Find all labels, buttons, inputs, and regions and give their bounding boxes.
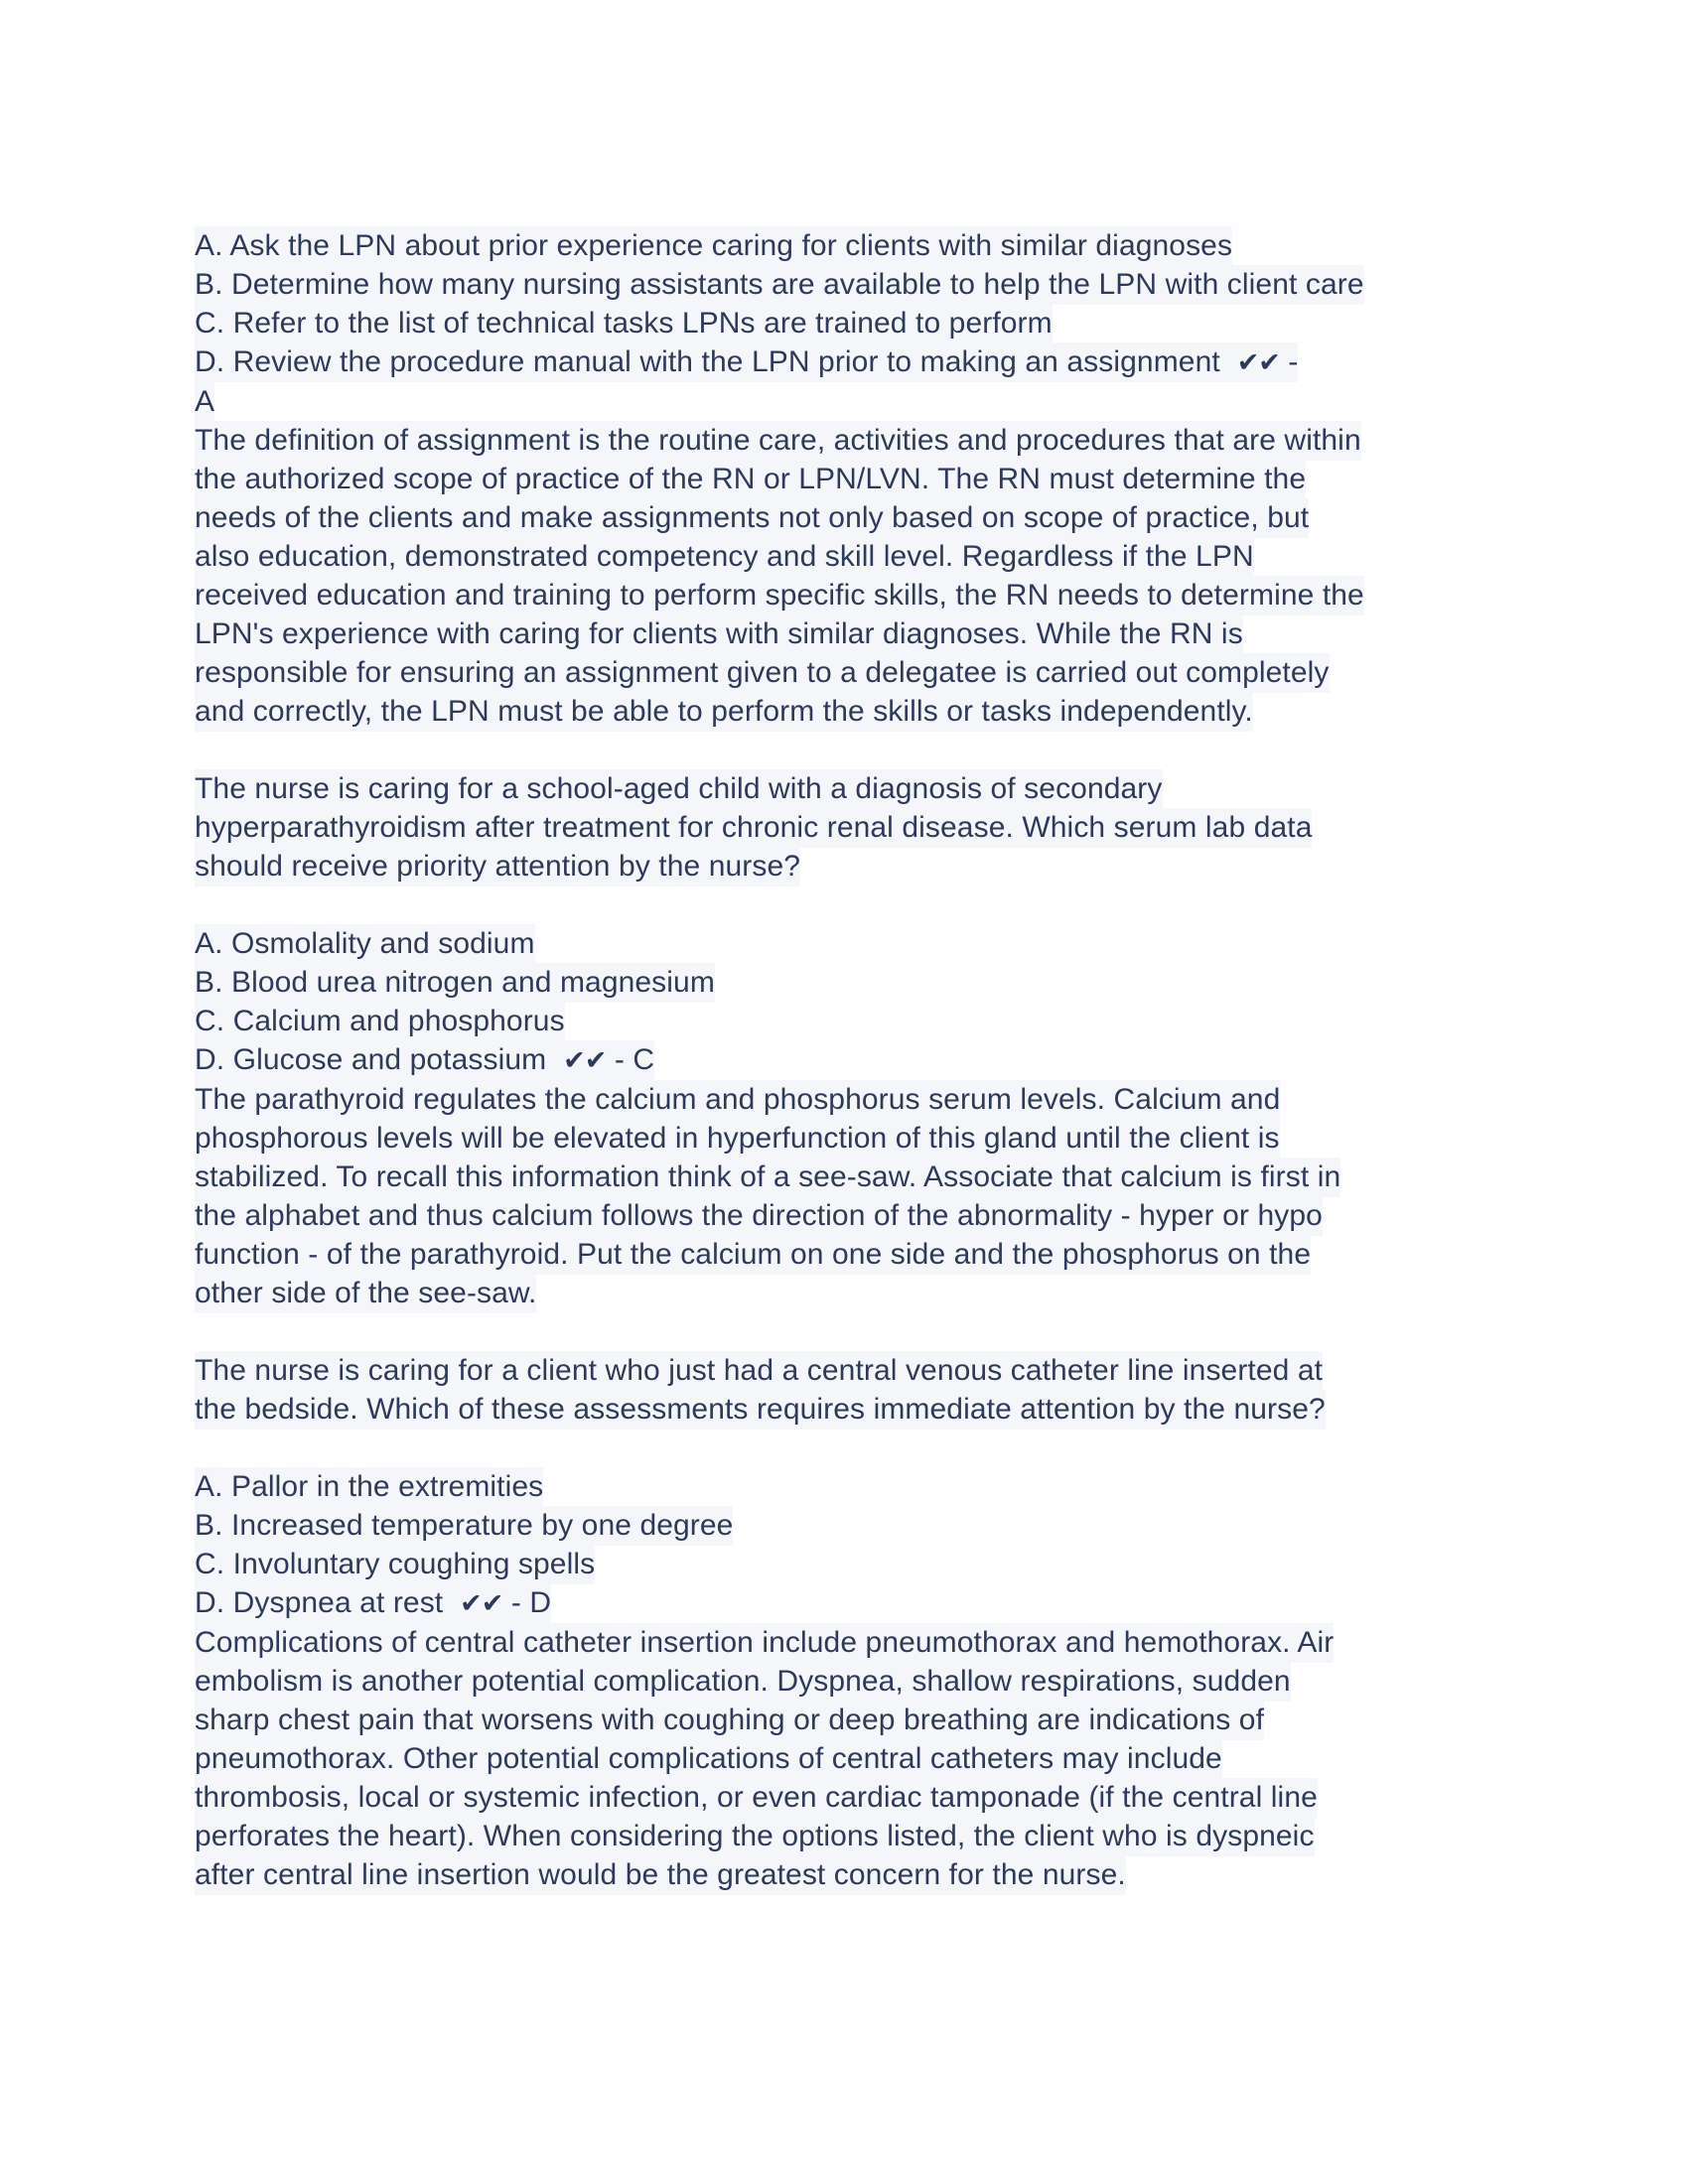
- answer-option-d-marked: [195, 342, 1485, 382]
- answer-options-q2: [195, 924, 1485, 1080]
- question-line: The nurse is caring for a school-aged child with a diagnosis of secondary: [195, 769, 1485, 808]
- rationale-line: received education and training to perform specific skills, the RN needs to determine the: [195, 576, 1485, 614]
- rationale-line: function - of the parathyroid. Put the calcium on one side and the phosphorus on the: [195, 1235, 1485, 1274]
- answer-option-a: A. Pallor in the extremities: [195, 1467, 1485, 1506]
- answer-option-d-text: D. Glucose and potassium: [195, 1043, 547, 1076]
- rationale-line: sharp chest pain that worsens with coughing or deep breathing are indications of: [195, 1701, 1485, 1739]
- rationale-line: thrombosis, local or systemic infection, or even cardiac tamponade (if the central line: [195, 1778, 1485, 1817]
- question-line: hyperparathyroidism after treatment for chronic renal disease. Which serum lab data: [195, 808, 1485, 847]
- rationale-line: LPN's experience with caring for clients with similar diagnoses. While the RN is: [195, 614, 1485, 653]
- rationale-q2: [195, 1080, 1485, 1312]
- answer-key-letter: A: [195, 382, 1485, 421]
- answer-option-a: A. Osmolality and sodium: [195, 924, 1485, 963]
- answer-option-b: B. Determine how many nursing assistants are available to help the LPN with client care: [195, 265, 1485, 304]
- double-check-icon: ✔✔: [563, 1045, 607, 1076]
- rationale-line: perforates the heart). When considering the options listed, the client who is dyspneic: [195, 1817, 1485, 1855]
- rationale-line: The definition of assignment is the routine care, activities and procedures that are within: [195, 421, 1485, 460]
- rationale-line: pneumothorax. Other potential complications of central catheters may include: [195, 1739, 1485, 1778]
- rationale-line: and correctly, the LPN must be able to perform the skills or tasks independently.: [195, 692, 1485, 731]
- rationale-line: other side of the see-saw.: [195, 1274, 1485, 1312]
- paragraph-spacer: [195, 1429, 1485, 1467]
- answer-option-a: A. Ask the LPN about prior experience caring for clients with similar diagnoses: [195, 226, 1485, 265]
- document-body: [195, 226, 1485, 1894]
- answer-option-d-text: D. Dyspnea at rest: [195, 1586, 444, 1619]
- answer-option-c: C. Involuntary coughing spells: [195, 1545, 1485, 1583]
- rationale-q3: [195, 1623, 1485, 1894]
- question-stem-q2: [195, 769, 1485, 886]
- rationale-line: the authorized scope of practice of the RN or LPN/LVN. The RN must determine the: [195, 460, 1485, 498]
- question-line: the bedside. Which of these assessments requires immediate attention by the nurse?: [195, 1390, 1485, 1429]
- rationale-line: also education, demonstrated competency and skill level. Regardless if the LPN: [195, 537, 1485, 576]
- rationale-line: embolism is another potential complication. Dyspnea, shallow respirations, sudden: [195, 1662, 1485, 1701]
- rationale-line: The parathyroid regulates the calcium and phosphorus serum levels. Calcium and: [195, 1080, 1485, 1119]
- answer-option-b: B. Blood urea nitrogen and magnesium: [195, 963, 1485, 1002]
- answer-option-c: C. Refer to the list of technical tasks LPNs are trained to perform: [195, 304, 1485, 342]
- answer-key-suffix: - C: [614, 1043, 655, 1076]
- answer-option-d-marked: [195, 1040, 1485, 1080]
- double-check-icon: ✔✔: [460, 1588, 503, 1619]
- question-line: The nurse is caring for a client who just had a central venous catheter line inserted at: [195, 1351, 1485, 1390]
- rationale-line: responsible for ensuring an assignment given to a delegatee is carried out completely: [195, 653, 1485, 692]
- answer-option-d-marked: [195, 1583, 1485, 1623]
- paragraph-spacer: [195, 1312, 1485, 1351]
- rationale-line: phosphorous levels will be elevated in hyperfunction of this gland until the client is: [195, 1119, 1485, 1158]
- paragraph-spacer: [195, 731, 1485, 769]
- rationale-line: needs of the clients and make assignments not only based on scope of practice, but: [195, 498, 1485, 537]
- rationale-q1: [195, 421, 1485, 731]
- answer-key-suffix: -: [1288, 345, 1299, 378]
- rationale-line: Complications of central catheter insertion include pneumothorax and hemothorax. Air: [195, 1623, 1485, 1662]
- rationale-line: the alphabet and thus calcium follows the direction of the abnormality - hyper or hypo: [195, 1196, 1485, 1235]
- question-line: should receive priority attention by the nurse?: [195, 847, 1485, 886]
- answer-option-b: B. Increased temperature by one degree: [195, 1506, 1485, 1545]
- answer-option-c: C. Calcium and phosphorus: [195, 1002, 1485, 1040]
- answer-key-suffix: - D: [510, 1586, 552, 1619]
- rationale-line: after central line insertion would be the greatest concern for the nurse.: [195, 1855, 1485, 1894]
- double-check-icon: ✔✔: [1236, 347, 1280, 378]
- rationale-line: stabilized. To recall this information think of a see-saw. Associate that calcium is first in: [195, 1158, 1485, 1196]
- answer-options-q3: [195, 1467, 1485, 1623]
- answer-options-q1: [195, 226, 1485, 421]
- answer-option-d-text: D. Review the procedure manual with the LPN prior to making an assignment: [195, 345, 1220, 378]
- question-stem-q3: [195, 1351, 1485, 1429]
- paragraph-spacer: [195, 886, 1485, 924]
